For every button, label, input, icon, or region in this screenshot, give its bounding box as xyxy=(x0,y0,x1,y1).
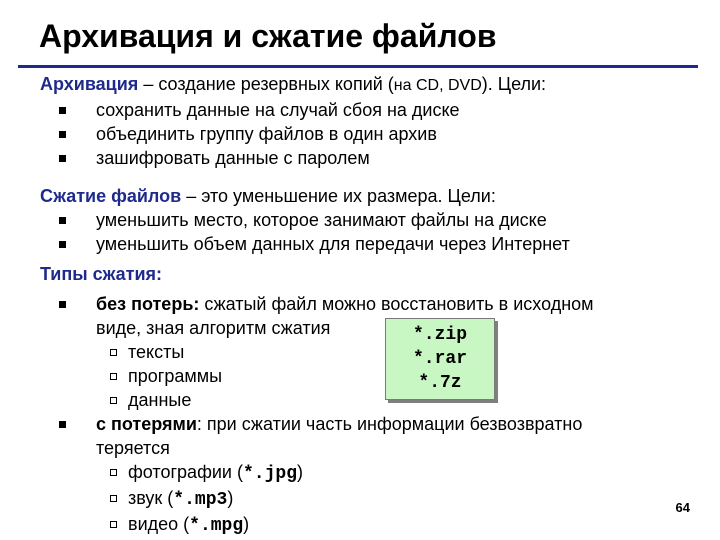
hollow-square-bullet-icon xyxy=(110,469,117,476)
compression-types-list xyxy=(40,292,700,538)
square-bullet-icon xyxy=(59,217,66,224)
hollow-square-bullet-icon xyxy=(110,495,117,502)
archiving-goal-2: объединить группу файлов в один архив xyxy=(96,124,437,144)
archiving-goals-list xyxy=(40,98,700,170)
lossy-example-2-ext: *.mp3 xyxy=(173,490,228,510)
archiving-goal-1: сохранить данные на случай сбоя на диске xyxy=(96,100,460,120)
hollow-square-bullet-icon xyxy=(110,349,117,356)
lossy-label: с потерями xyxy=(96,414,197,434)
lossy-example-3-close: ) xyxy=(243,514,250,534)
slide-title: Архивация и сжатие файлов xyxy=(39,18,497,54)
slide-content xyxy=(40,72,700,538)
extension-rar: *.rar xyxy=(412,349,467,369)
lossy-example-3-ext: *.mpg xyxy=(189,516,244,536)
square-bullet-icon xyxy=(59,421,66,428)
lossless-text-line2: виде, зная алгоритм сжатия xyxy=(96,318,331,338)
square-bullet-icon xyxy=(59,301,66,308)
archiving-definition-media: на CD, DVD xyxy=(393,77,482,94)
title-divider xyxy=(18,65,698,68)
lossless-example-2: программы xyxy=(128,366,223,386)
archive-extensions-box xyxy=(385,318,495,400)
list-item xyxy=(96,460,700,486)
compression-goals-list xyxy=(40,208,700,256)
archiving-definition xyxy=(40,72,700,98)
extension-zip: *.zip xyxy=(412,325,467,345)
lossless-example-1: тексты xyxy=(128,342,185,362)
lossy-item xyxy=(40,412,700,538)
lossy-examples-list xyxy=(96,460,700,538)
lossy-example-1-close: ) xyxy=(297,462,303,482)
archiving-term: Архивация xyxy=(40,74,139,94)
list-item xyxy=(40,146,700,170)
lossy-text-line2: теряется xyxy=(96,438,170,458)
list-item xyxy=(40,122,700,146)
lossless-example-3: данные xyxy=(128,390,192,410)
hollow-square-bullet-icon xyxy=(110,373,117,380)
square-bullet-icon xyxy=(59,155,66,162)
lossy-example-3-label: видео ( xyxy=(128,514,190,534)
hollow-square-bullet-icon xyxy=(110,397,117,404)
list-item xyxy=(96,486,700,512)
compression-definition xyxy=(40,184,700,208)
archiving-definition-post: ). Цели: xyxy=(481,74,547,94)
square-bullet-icon xyxy=(59,131,66,138)
list-item xyxy=(40,232,700,256)
compression-goal-2: уменьшить объем данных для передачи через Интернет xyxy=(96,234,570,254)
square-bullet-icon xyxy=(59,241,66,248)
compression-goal-1: уменьшить место, которое занимают файлы на диске xyxy=(96,210,547,230)
compression-term: Сжатие файлов xyxy=(40,186,182,206)
list-item xyxy=(40,98,700,122)
square-bullet-icon xyxy=(59,107,66,114)
lossless-label: без потерь: xyxy=(96,294,200,314)
lossy-example-1-label: фотографии ( xyxy=(128,462,243,482)
lossy-example-1-ext: *.jpg xyxy=(242,464,297,484)
archiving-goal-3: зашифровать данные с паролем xyxy=(96,148,370,168)
hollow-square-bullet-icon xyxy=(110,521,117,528)
list-item xyxy=(40,208,700,232)
compression-definition-text: – это уменьшение их размера. Цели: xyxy=(181,186,496,206)
extension-7z: *.7z xyxy=(418,373,462,393)
lossy-example-2-label: звук ( xyxy=(128,488,174,508)
lossless-text-line1: сжатый файл можно восстановить в исходном xyxy=(199,294,594,314)
archiving-definition-pre: – создание резервных копий ( xyxy=(138,74,394,94)
page-number: 64 xyxy=(675,500,690,515)
lossy-text-line1: : при сжатии часть информации безвозвратно xyxy=(196,414,583,434)
lossy-example-2-close: ) xyxy=(227,488,234,508)
list-item xyxy=(96,512,700,538)
compression-types-heading: Типы сжатия: xyxy=(40,264,163,284)
lossless-item xyxy=(40,292,700,412)
